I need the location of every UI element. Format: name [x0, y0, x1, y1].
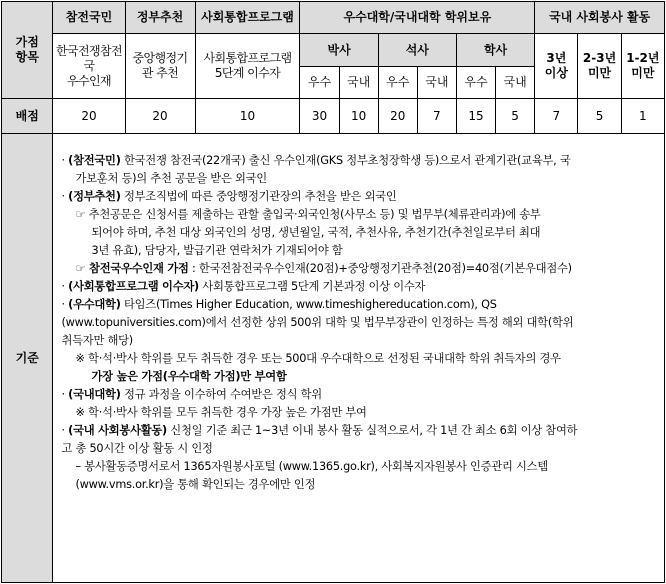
criteria-veteran-points-title: ☞ 참전국우수인재 가점 [75, 262, 189, 275]
criteria-excellent-univ-cont2: 취득자만 해당) [61, 334, 133, 347]
volunteer-1yr-line1: 1-2년 [626, 51, 660, 65]
score-doctorate-domestic: 10 [339, 99, 378, 134]
bachelor-domestic-header: 국내 [496, 67, 535, 99]
criteria-veteran-points-text: : 한국전참전국우수인재(20점)+중앙행정기관추천(20점)=40점(기본우대점수) [188, 262, 572, 275]
header-label-cell [2, 2, 53, 99]
veteran-subheader-line1: 한국전쟁참전국 [56, 43, 122, 73]
criteria-veteran: · (참전국민) 한국전쟁 참전국(22개국) 출신 우수인재(GKS 정부초청장학생 등)으로서 관계기관(교육부, 국 [61, 154, 571, 167]
score-row-label: 배점 [2, 99, 53, 134]
score-volunteer-2yr: 5 [578, 99, 621, 134]
doctorate-excellent-header: 우수 [300, 67, 339, 99]
score-volunteer-1yr: 1 [621, 99, 664, 134]
score-doctorate-excellent: 30 [300, 99, 339, 134]
criteria-row-label: 기준 [2, 134, 53, 583]
volunteer-2yr-line2: 미만 [587, 66, 612, 80]
criteria-veteran-points [61, 260, 658, 278]
criteria-integration-title: (사회통합프로그램 이수자) [68, 280, 199, 293]
criteria-domestic-univ: · (국내대학) 정규 과정을 이수하여 수여받은 정식 학위 [61, 388, 322, 401]
integration-subheader-line2: 5단계 이수자 [214, 66, 281, 80]
doctorate-domestic-header: 국내 [339, 67, 378, 99]
header-label-line2: 항목 [15, 50, 39, 64]
score-master-domestic: 7 [417, 99, 456, 134]
category-government-header: 정부추천 [125, 2, 195, 34]
score-bachelor-excellent: 15 [456, 99, 495, 134]
degree-bachelor-header: 학사 [456, 34, 534, 67]
criteria-veteran-cont: 가보훈처 등)의 추천 공문을 받은 외국인 [75, 172, 267, 185]
volunteer-2yr-line1: 2-3년 [582, 51, 617, 65]
criteria-excellent-univ: · (우수대학) 타임즈(Times Higher Education, www.timeshighereducation.com), QS [61, 298, 497, 311]
government-subheader [125, 34, 195, 99]
category-volunteer-header: 국내 사회봉사 활동 [535, 2, 665, 34]
bachelor-excellent-header: 우수 [456, 67, 495, 99]
criteria-volunteer-proof-cont: (www.vms.or.kr)을 통해 확인되는 경우에만 인정 [75, 478, 316, 491]
score-integration: 10 [195, 99, 300, 134]
volunteer-3yr-line1: 3년 [546, 51, 567, 65]
government-subheader-line2: 관 추천 [141, 66, 179, 80]
volunteer-3yr-line2: 이상 [544, 66, 568, 80]
category-integration-header: 사회통합프로그램 [195, 2, 300, 34]
volunteer-2yr-header [578, 34, 621, 99]
points-table [1, 1, 665, 583]
criteria-recommend-note-cont1: 되어야 하며, 추천 대상 외국인의 성명, 생년월일, 국적, 추천사유, 추천기간(추천일로부터 최대 [91, 226, 541, 239]
master-excellent-header: 우수 [378, 67, 417, 99]
criteria-recommend-note: ☞ 추천공문은 신청서를 제출하는 관할 출입국·외국인청(사무소 등) 및 법무부(체류관리과)에 송부 [75, 208, 541, 221]
criteria-government: · (정부추천) 정부조직법에 따른 중앙행정기관장의 추천을 받은 외국인 [61, 190, 397, 203]
criteria-domestic-univ-title: (국내대학) [68, 388, 121, 401]
criteria-domestic-univ-text: 정규 과정을 이수하여 수여받은 정식 학위 [120, 388, 322, 401]
criteria-veteran-text: 한국전쟁 참전국(22개국) 출신 우수인재(GKS 정부초청장학생 등)으로서 관계기관(교육부, 국 [120, 154, 571, 167]
volunteer-1yr-header [621, 34, 664, 99]
score-bachelor-domestic: 5 [496, 99, 535, 134]
category-degree-header: 우수대학/국내대학 학위보유 [300, 2, 535, 34]
score-master-excellent: 20 [378, 99, 417, 134]
criteria-content [53, 134, 665, 583]
criteria-domestic-note: ※ 학·석·박사 학위를 모두 취득한 경우 가장 높은 가점만 부여 [75, 406, 367, 419]
criteria-volunteer-cont: 고 총 50시간 이상 활동 시 인정 [61, 442, 213, 455]
criteria-integration-text: 사회통합프로그램 5단계 기본과정 이상 이수자 [198, 280, 426, 293]
criteria-highest-point-note-cont: 가장 높은 가점(우수대학 가점)만 부여함 [91, 370, 287, 383]
header-label-line1: 가점 [15, 35, 39, 49]
criteria-volunteer-proof: – 봉사활동증명서로서 1365자원봉사포털 (www.1365.go.kr), 사회복지자원봉사 인증관리 시스템 [75, 460, 548, 473]
criteria-excellent-univ-title: (우수대학) [68, 298, 121, 311]
score-government: 20 [125, 99, 195, 134]
volunteer-3yr-header [535, 34, 578, 99]
criteria-integration: · (사회통합프로그램 이수자) 사회통합프로그램 5단계 기본과정 이상 이수자 [61, 280, 426, 293]
criteria-veteran-title: (참전국민) [68, 154, 121, 167]
criteria-excellent-univ-cont1: (www.topuniversities.com)에서 선정한 상위 500위 대학 및 법무부장관이 인정하는 특정 해외 대학(학위 [61, 316, 574, 329]
integration-subheader [195, 34, 300, 99]
criteria-recommend-note-cont2: 3년 유효), 담당자, 발급기관 연락처가 기재되어야 함 [91, 244, 343, 257]
volunteer-1yr-line2: 미만 [631, 66, 655, 80]
criteria-government-text: 정부조직법에 따른 중앙행정기관장의 추천을 받은 외국인 [120, 190, 397, 203]
criteria-government-title: (정부추천) [68, 190, 121, 203]
degree-doctorate-header: 박사 [300, 34, 378, 67]
veteran-subheader [53, 34, 125, 99]
criteria-volunteer-title: (국내 사회봉사활동) [68, 424, 167, 437]
degree-master-header: 석사 [378, 34, 456, 67]
criteria-highest-point-note: ※ 학·석·박사 학위를 모두 취득한 경우 또는 500대 우수대학으로 선정된 국내대학 학위 취득자의 경우 [75, 352, 561, 365]
veteran-subheader-line2: 우수인재 [67, 73, 111, 88]
criteria-volunteer-text: 신청일 기준 최근 1~3년 이내 봉사 활동 실적으로서, 각 1년 간 최소 6회 이상 참여하 [166, 424, 578, 437]
score-volunteer-3yr: 7 [535, 99, 578, 134]
score-veteran: 20 [53, 99, 125, 134]
government-subheader-line1: 중앙행정기 [132, 51, 188, 65]
integration-subheader-line1: 사회통합프로그램 [203, 51, 292, 65]
criteria-volunteer: · (국내 사회봉사활동) 신청일 기준 최근 1~3년 이내 봉사 활동 실적으로서, 각 1년 간 최소 6회 이상 참여하 [61, 424, 578, 437]
category-veteran-header: 참전국민 [53, 2, 125, 34]
master-domestic-header: 국내 [417, 67, 456, 99]
criteria-excellent-univ-text: 타임즈(Times Higher Education, www.timeshighereducation.com), QS [120, 298, 497, 311]
